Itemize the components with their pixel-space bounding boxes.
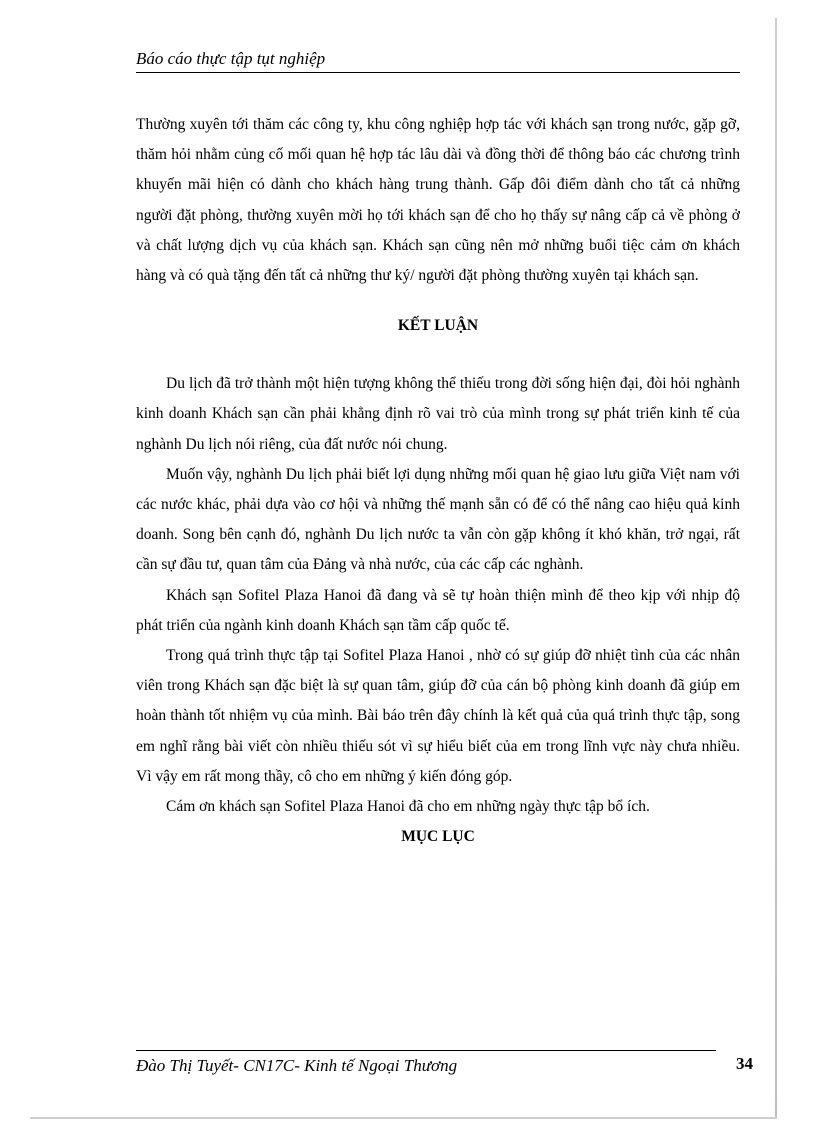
paragraph-conclusion-2: Muốn vậy, nghành Du lịch phải biết lợi dụng những mối quan hệ giao lưu giữa Việt nam với các nước khác, phải dựa vào cơ hội và những thế mạnh sẵn có để có thể nâng cao hiệu quả kinh doanh. Song bên cạnh đó, nghành Du lịch nước ta vẫn còn gặp không ít khó khăn, trở ngại, rất cần sự đầu tư, quan tâm của Đảng và nhà nước, của các cấp các nghành.	[136, 465, 740, 574]
page-shadow-bottom	[30, 1117, 777, 1119]
running-footer: Đào Thị Tuyết- CN17C- Kinh tế Ngoại Thương	[136, 1050, 716, 1079]
page-content	[136, 110, 740, 852]
heading-table-of-contents: MỤC LỤC	[401, 828, 475, 846]
running-header: Báo cáo thực tập tụt nghiệp	[136, 48, 740, 73]
paragraph-conclusion-3: Khách sạn Sofitel Plaza Hanoi đã đang và sẽ tự hoàn thiện mình để theo kịp với nhịp độ phát triển của ngành kinh doanh Khách sạn tầm cấp quốc tế.	[136, 586, 740, 634]
paragraph-promotion: Thường xuyên tới thăm các công ty, khu công nghiệp hợp tác với khách sạn trong nước, gặp gỡ, thăm hỏi nhằm củng cố mối quan hệ hợp tác lâu dài và đồng thời để thông báo các chương trình khuyến mãi hiện có dành cho khách hàng trung thành. Gấp đôi điểm dành cho tất cả những người đặt phòng, thường xuyên mời họ tới khách sạn để cho họ thấy sự nâng cấp cả về phòng ở và chất lượng dịch vụ của khách sạn. Khách sạn cũng nên mở những buổi tiệc cảm ơn khách hàng và có quà tặng đến tất cả những thư ký/ người đặt phòng thường xuyên tại khách sạn.	[136, 116, 740, 285]
heading-conclusion: KẾT LUẬN	[397, 317, 479, 335]
paragraph-conclusion-4: Trong quá trình thực tập tại Sofitel Plaza Hanoi , nhờ có sự giúp đỡ nhiệt tình của các nhân viên trong Khách sạn đặc biệt là sự quan tâm, giúp đỡ của cán bộ phòng kinh doanh đã giúp em hoàn thành tốt nhiệm vụ của mình. Bài báo trên đây chính là kết quả của quá trình thực tập, song em nghĩ rằng bài viết còn nhiều thiếu sót vì sự hiểu biết của em trong lĩnh vực này chưa nhiều. Vì vậy em rất mong thầy, cô cho em những ý kiến đóng góp.	[136, 647, 740, 785]
page-shadow-right	[775, 18, 777, 1118]
page-number: 34	[736, 1054, 753, 1073]
paragraph-conclusion-1: Du lịch đã trở thành một hiện tượng không thể thiếu trong đời sống hiện đại, đòi hỏi nghành kinh doanh Khách sạn cần phải khẳng định rõ vai trò của mình trong sự phát triển kinh tế của nghành Du lịch nói riêng, của đất nước nói chung.	[136, 375, 740, 453]
paragraph-thanks: Cám ơn khách sạn Sofitel Plaza Hanoi đã cho em những ngày thực tập bổ ích.	[166, 798, 650, 816]
